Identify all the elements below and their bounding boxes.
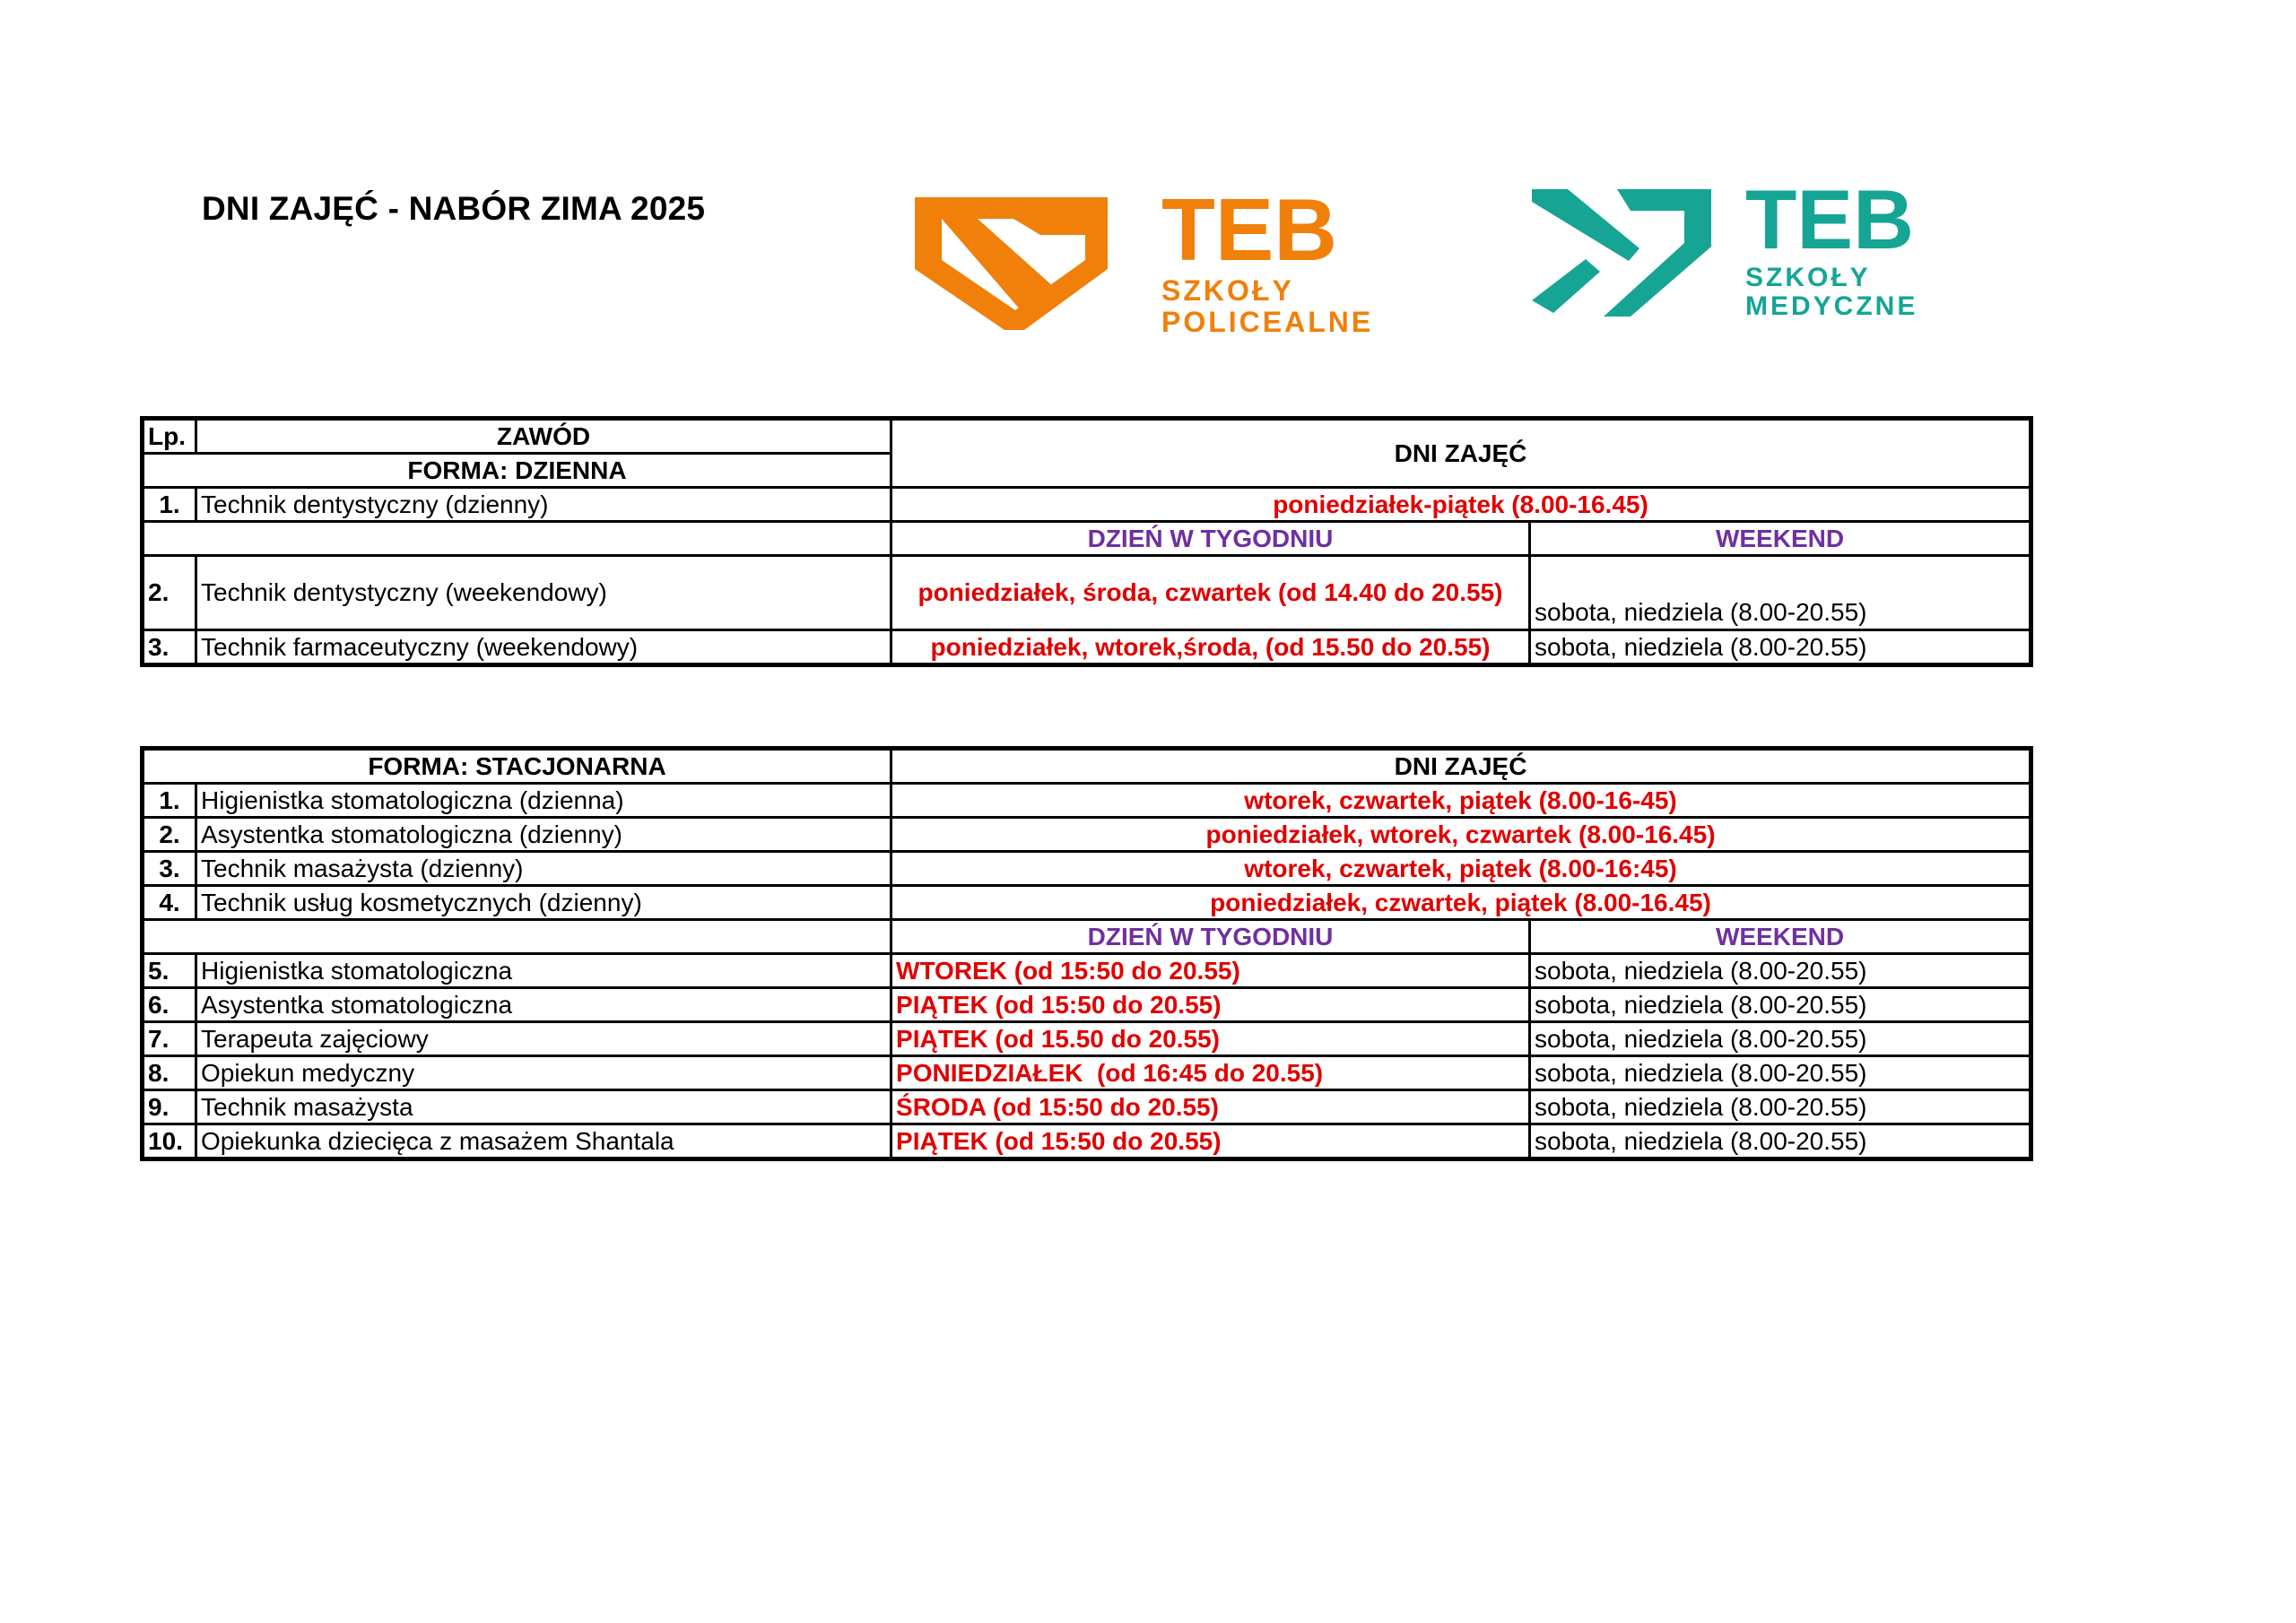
header-zawod: ZAWÓD xyxy=(196,419,891,454)
row-number: 8. xyxy=(143,1056,196,1090)
logo-orange-line2: POLICEALNE xyxy=(1161,306,1374,338)
logo-teal-line2: MEDYCZNE xyxy=(1745,291,1918,321)
row-days: wtorek, czwartek, piątek (8.00-16:45) xyxy=(891,852,2031,886)
row-number: 2. xyxy=(143,556,196,630)
row-number: 3. xyxy=(143,852,196,886)
row-weekend-days: sobota, niedziela (8.00-20.55) xyxy=(1530,1022,2031,1056)
row-weekend-days: sobota, niedziela (8.00-20.55) xyxy=(1530,630,2031,665)
row-profession: Technik masażysta xyxy=(196,1090,891,1124)
header-forma: FORMA: STACJONARNA xyxy=(143,749,891,784)
row-number: 9. xyxy=(143,1090,196,1124)
table-subheader-row xyxy=(143,920,2031,954)
row-profession: Technik dentystyczny (dzienny) xyxy=(196,488,891,522)
row-number: 2. xyxy=(143,818,196,852)
row-profession: Higienistka stomatologiczna xyxy=(196,954,891,988)
row-week-days: WTOREK (od 15:50 do 20.55) xyxy=(891,954,1530,988)
subheader-week: DZIEŃ W TYGODNIU xyxy=(891,920,1530,954)
subheader-weekend: WEEKEND xyxy=(1530,920,2031,954)
logo-teal-line1: SZKOŁY xyxy=(1745,263,1871,292)
table-row xyxy=(143,630,2031,665)
teb-policealne-logo xyxy=(915,188,1453,341)
row-profession: Opiekunka dziecięca z masażem Shantala xyxy=(196,1124,891,1159)
row-week-days: PIĄTEK (od 15:50 do 20.55) xyxy=(891,988,1530,1022)
row-profession: Higienistka stomatologiczna (dzienna) xyxy=(196,784,891,818)
header-forma: FORMA: DZIENNA xyxy=(143,454,891,488)
row-weekend-days: sobota, niedziela (8.00-20.55) xyxy=(1530,1056,2031,1090)
table-row xyxy=(143,556,2031,630)
row-profession: Asystentka stomatologiczna xyxy=(196,988,891,1022)
row-weekend-days: sobota, niedziela (8.00-20.55) xyxy=(1530,1124,2031,1159)
row-week-days: PONIEDZIAŁEK (od 16:45 do 20.55) xyxy=(891,1056,1530,1090)
header-dni-zajec: DNI ZAJĘĆ xyxy=(891,749,2031,784)
row-week-days: poniedziałek, środa, czwartek (od 14.40 do 20.55) xyxy=(891,556,1530,630)
row-profession: Technik farmaceutyczny (weekendowy) xyxy=(196,630,891,665)
row-profession: Technik usług kosmetycznych (dzienny) xyxy=(196,886,891,920)
header-dni-zajec: DNI ZAJĘĆ xyxy=(891,419,2031,488)
row-week-days: poniedziałek, wtorek,środa, (od 15.50 do 20.55) xyxy=(891,630,1530,665)
page-title: DNI ZAJĘĆ - NABÓR ZIMA 2025 xyxy=(202,190,706,227)
subheader-empty xyxy=(143,920,891,954)
row-number: 4. xyxy=(143,886,196,920)
table-row xyxy=(143,1056,2031,1090)
row-week-days: PIĄTEK (od 15.50 do 20.55) xyxy=(891,1022,1530,1056)
row-weekend-days: sobota, niedziela (8.00-20.55) xyxy=(1530,1090,2031,1124)
row-days: poniedziałek, wtorek, czwartek (8.00-16.45) xyxy=(891,818,2031,852)
table-row xyxy=(143,954,2031,988)
row-days: wtorek, czwartek, piątek (8.00-16-45) xyxy=(891,784,2031,818)
table-row xyxy=(143,988,2031,1022)
row-days: poniedziałek-piątek (8.00-16.45) xyxy=(891,488,2031,522)
table-row xyxy=(143,818,2031,852)
table-subheader-row xyxy=(143,522,2031,556)
row-number: 3. xyxy=(143,630,196,665)
row-number: 1. xyxy=(143,784,196,818)
table-header-row xyxy=(143,419,2031,454)
schedule-table-stacjonarna xyxy=(140,746,2033,1161)
row-number: 7. xyxy=(143,1022,196,1056)
subheader-week: DZIEŃ W TYGODNIU xyxy=(891,522,1530,556)
row-number: 5. xyxy=(143,954,196,988)
row-weekend-days: sobota, niedziela (8.00-20.55) xyxy=(1530,988,2031,1022)
table-row xyxy=(143,1090,2031,1124)
table-row xyxy=(143,784,2031,818)
row-number: 6. xyxy=(143,988,196,1022)
row-profession: Opiekun medyczny xyxy=(196,1056,891,1090)
row-week-days: ŚRODA (od 15:50 do 20.55) xyxy=(891,1090,1530,1124)
row-number: 10. xyxy=(143,1124,196,1159)
table-row xyxy=(143,852,2031,886)
row-weekend-days: sobota, niedziela (8.00-20.55) xyxy=(1530,954,2031,988)
row-profession: Asystentka stomatologiczna (dzienny) xyxy=(196,818,891,852)
table-header-row xyxy=(143,749,2031,784)
row-days: poniedziałek, czwartek, piątek (8.00-16.45) xyxy=(891,886,2031,920)
row-profession: Terapeuta zajęciowy xyxy=(196,1022,891,1056)
logo-teal-name: TEB xyxy=(1745,184,1914,266)
logo-orange-name: TEB xyxy=(1161,188,1337,279)
row-weekend-days: sobota, niedziela (8.00-20.55) xyxy=(1530,556,2031,630)
table-row xyxy=(143,1022,2031,1056)
table-row xyxy=(143,886,2031,920)
teb-medyczne-logo xyxy=(1532,184,1998,327)
subheader-weekend: WEEKEND xyxy=(1530,522,2031,556)
schedule-table-dzienna xyxy=(140,416,2033,667)
row-profession: Technik dentystyczny (weekendowy) xyxy=(196,556,891,630)
subheader-empty xyxy=(143,522,891,556)
header-lp: Lp. xyxy=(143,419,196,454)
row-profession: Technik masażysta (dzienny) xyxy=(196,852,891,886)
table-row xyxy=(143,488,2031,522)
row-number: 1. xyxy=(143,488,196,522)
table-row xyxy=(143,1124,2031,1159)
row-week-days: PIĄTEK (od 15:50 do 20.55) xyxy=(891,1124,1530,1159)
logo-orange-line1: SZKOŁY xyxy=(1161,274,1294,307)
